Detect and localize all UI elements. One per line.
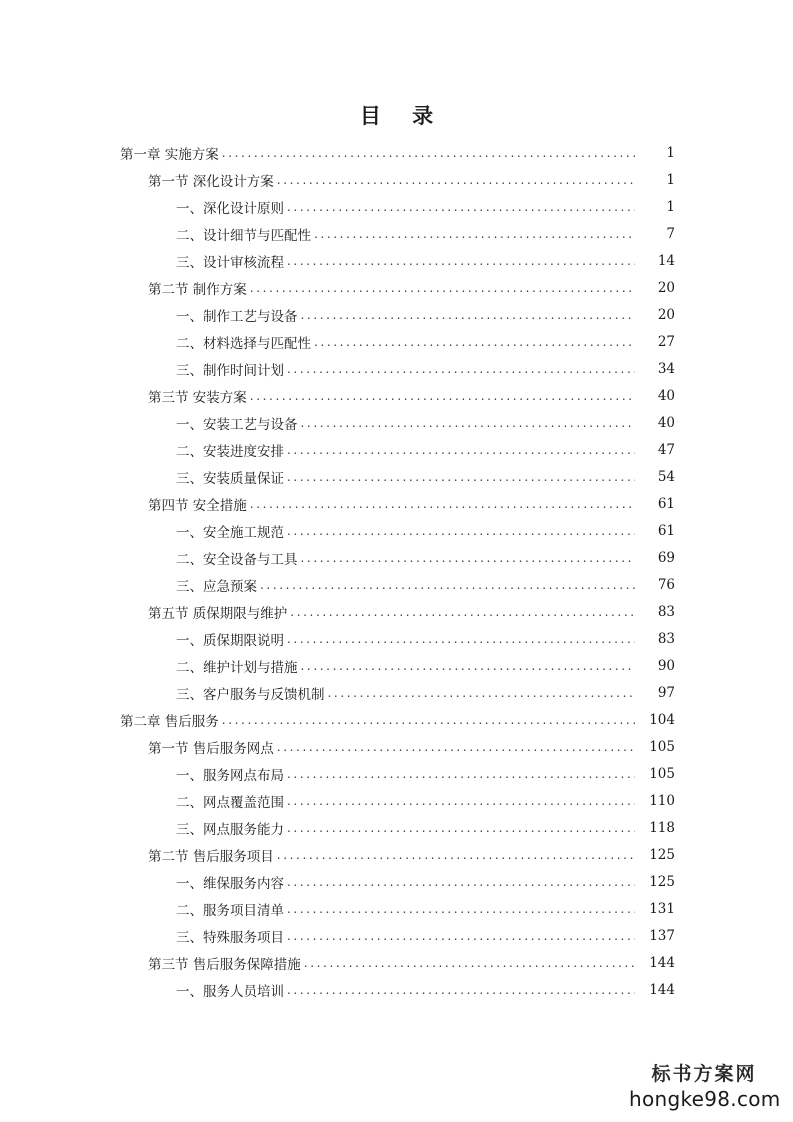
toc-entry-label: 第三节 安装方案: [148, 389, 247, 406]
toc-dot-leader: [287, 876, 635, 888]
toc-page-number: 83: [657, 603, 675, 620]
toc-page-number: 137: [649, 927, 675, 944]
toc-page-number: 110: [649, 792, 675, 809]
toc-subsection-entry[interactable]: [0, 571, 793, 598]
toc-page-number: 40: [657, 387, 675, 404]
toc-subsection-entry[interactable]: [0, 328, 793, 355]
toc-page-number: 40: [657, 414, 675, 431]
toc-subsection-entry[interactable]: [0, 220, 793, 247]
toc-dot-leader: [287, 633, 635, 645]
toc-page-number: 125: [649, 846, 675, 863]
toc-entry-label: 一、安全施工规范: [176, 524, 284, 541]
toc-subsection-entry[interactable]: [0, 355, 793, 382]
toc-subsection-entry[interactable]: [0, 247, 793, 274]
toc-entry-label: 三、制作时间计划: [176, 362, 284, 379]
toc-dot-leader: [287, 822, 635, 834]
toc-page-number: 47: [657, 441, 675, 458]
toc-entry-label: 一、安装工艺与设备: [176, 416, 298, 433]
toc-dot-leader: [287, 984, 635, 996]
toc-page-number: 61: [657, 495, 675, 512]
toc-dot-leader: [277, 849, 635, 861]
toc-page-number: 90: [657, 657, 675, 674]
toc-entry-label: 一、维保服务内容: [176, 875, 284, 892]
toc-dot-leader: [222, 714, 635, 726]
toc-dot-leader: [314, 336, 635, 348]
toc-page-number: 34: [657, 360, 675, 377]
toc-entry-label: 第二章 售后服务: [120, 713, 219, 730]
toc-dot-leader: [301, 417, 636, 429]
toc-page-number: 144: [649, 954, 675, 971]
page-title: 目 录: [359, 103, 446, 128]
toc-entry-label: 三、应急预案: [176, 578, 257, 595]
toc-section-entry[interactable]: [0, 382, 793, 409]
toc-entry-label: 第二节 制作方案: [148, 281, 247, 298]
toc-dot-leader: [287, 525, 635, 537]
toc-subsection-entry[interactable]: [0, 814, 793, 841]
toc-section-entry[interactable]: [0, 166, 793, 193]
toc-dot-leader: [250, 498, 635, 510]
toc-dot-leader: [304, 957, 635, 969]
toc-dot-leader: [250, 390, 635, 402]
site-watermark: [629, 1062, 779, 1112]
toc-page-number: 61: [657, 522, 675, 539]
toc-dot-leader: [301, 660, 636, 672]
toc-dot-leader: [287, 768, 635, 780]
toc-subsection-entry[interactable]: [0, 193, 793, 220]
toc-page-number: 97: [657, 684, 675, 701]
toc-subsection-entry[interactable]: [0, 922, 793, 949]
toc-page-number: 20: [657, 306, 675, 323]
toc-dot-leader: [301, 309, 636, 321]
toc-page-number: 105: [649, 738, 675, 755]
toc-entry-label: 二、网点覆盖范围: [176, 794, 284, 811]
toc-section-entry[interactable]: [0, 490, 793, 517]
toc-entry-label: 一、深化设计原则: [176, 200, 284, 217]
toc-subsection-entry[interactable]: [0, 652, 793, 679]
toc-dot-leader: [287, 255, 635, 267]
toc-entry-label: 第一节 售后服务网点: [148, 740, 274, 757]
toc-entry-label: 三、安装质量保证: [176, 470, 284, 487]
toc-entry-label: 二、设计细节与匹配性: [176, 227, 311, 244]
toc-page-number: 83: [657, 630, 675, 647]
toc-subsection-entry[interactable]: [0, 409, 793, 436]
toc-dot-leader: [287, 903, 635, 915]
toc-dot-leader: [287, 201, 635, 213]
toc-chapter-entry[interactable]: [0, 706, 793, 733]
toc-entry-label: 二、维护计划与措施: [176, 659, 298, 676]
toc-page-number: 1: [666, 171, 675, 188]
toc-entry-label: 三、网点服务能力: [176, 821, 284, 838]
toc-section-entry[interactable]: [0, 949, 793, 976]
toc-entry-label: 三、设计审核流程: [176, 254, 284, 271]
toc-dot-leader: [287, 363, 635, 375]
toc-page-number: 118: [649, 819, 675, 836]
toc-subsection-entry[interactable]: [0, 787, 793, 814]
toc-entry-label: 二、材料选择与匹配性: [176, 335, 311, 352]
toc-section-entry[interactable]: [0, 733, 793, 760]
toc-page-number: 54: [657, 468, 675, 485]
toc-entry-label: 一、质保期限说明: [176, 632, 284, 649]
toc-entry-label: 一、服务网点布局: [176, 767, 284, 784]
toc-page-number: 1: [666, 198, 675, 215]
toc-page-number: 76: [657, 576, 675, 593]
toc-page-number: 125: [649, 873, 675, 890]
toc-subsection-entry[interactable]: [0, 760, 793, 787]
toc-subsection-entry[interactable]: [0, 517, 793, 544]
toc-entry-label: 二、安全设备与工具: [176, 551, 298, 568]
toc-entry-label: 三、客户服务与反馈机制: [176, 686, 325, 703]
toc-subsection-entry[interactable]: [0, 463, 793, 490]
toc-subsection-entry[interactable]: [0, 544, 793, 571]
watermark-site-name: 标书方案网: [651, 1063, 757, 1085]
toc-page-number: 7: [666, 225, 675, 242]
toc-page-number: 1: [666, 144, 675, 161]
toc-entry-label: 一、制作工艺与设备: [176, 308, 298, 325]
toc-entry-label: 第三节 售后服务保障措施: [148, 956, 301, 973]
toc-entry-label: 第五节 质保期限与维护: [148, 605, 288, 622]
toc-subsection-entry[interactable]: [0, 895, 793, 922]
toc-subsection-entry[interactable]: [0, 679, 793, 706]
toc-dot-leader: [314, 228, 635, 240]
toc-page-number: 104: [649, 711, 675, 728]
toc-dot-leader: [287, 795, 635, 807]
toc-dot-leader: [250, 282, 635, 294]
toc-dot-leader: [222, 147, 635, 159]
toc-section-entry[interactable]: [0, 274, 793, 301]
toc-page-number: 20: [657, 279, 675, 296]
toc-entry-label: 二、安装进度安排: [176, 443, 284, 460]
toc-entry-label: 一、服务人员培训: [176, 983, 284, 1000]
toc-entry-label: 第四节 安全措施: [148, 497, 247, 514]
toc-entry-label: 二、服务项目清单: [176, 902, 284, 919]
toc-subsection-entry[interactable]: [0, 301, 793, 328]
toc-dot-leader: [328, 687, 636, 699]
toc-dot-leader: [290, 606, 635, 618]
toc-dot-leader: [287, 930, 635, 942]
toc-dot-leader: [287, 444, 635, 456]
toc-dot-leader: [287, 471, 635, 483]
toc-page-number: 131: [649, 900, 675, 917]
toc-page-number: 105: [649, 765, 675, 782]
toc-page-number: 69: [657, 549, 675, 566]
toc-page-number: 144: [649, 981, 675, 998]
toc-dot-leader: [260, 579, 635, 591]
toc-dot-leader: [301, 552, 636, 564]
toc-page-number: 27: [657, 333, 675, 350]
toc-subsection-entry[interactable]: [0, 868, 793, 895]
toc-subsection-entry[interactable]: [0, 436, 793, 463]
toc-subsection-entry[interactable]: [0, 625, 793, 652]
toc-page-number: 14: [657, 252, 675, 269]
table-of-contents: [0, 139, 793, 1003]
toc-entry-label: 第一章 实施方案: [120, 146, 219, 163]
toc-section-entry[interactable]: [0, 598, 793, 625]
toc-chapter-entry[interactable]: [0, 139, 793, 166]
toc-section-entry[interactable]: [0, 841, 793, 868]
toc-subsection-entry[interactable]: [0, 976, 793, 1003]
toc-entry-label: 第一节 深化设计方案: [148, 173, 274, 190]
watermark-site-url: hongke98.com: [629, 1087, 781, 1111]
toc-entry-label: 第二节 售后服务项目: [148, 848, 274, 865]
toc-dot-leader: [277, 174, 635, 186]
toc-entry-label: 三、特殊服务项目: [176, 929, 284, 946]
toc-dot-leader: [277, 741, 635, 753]
